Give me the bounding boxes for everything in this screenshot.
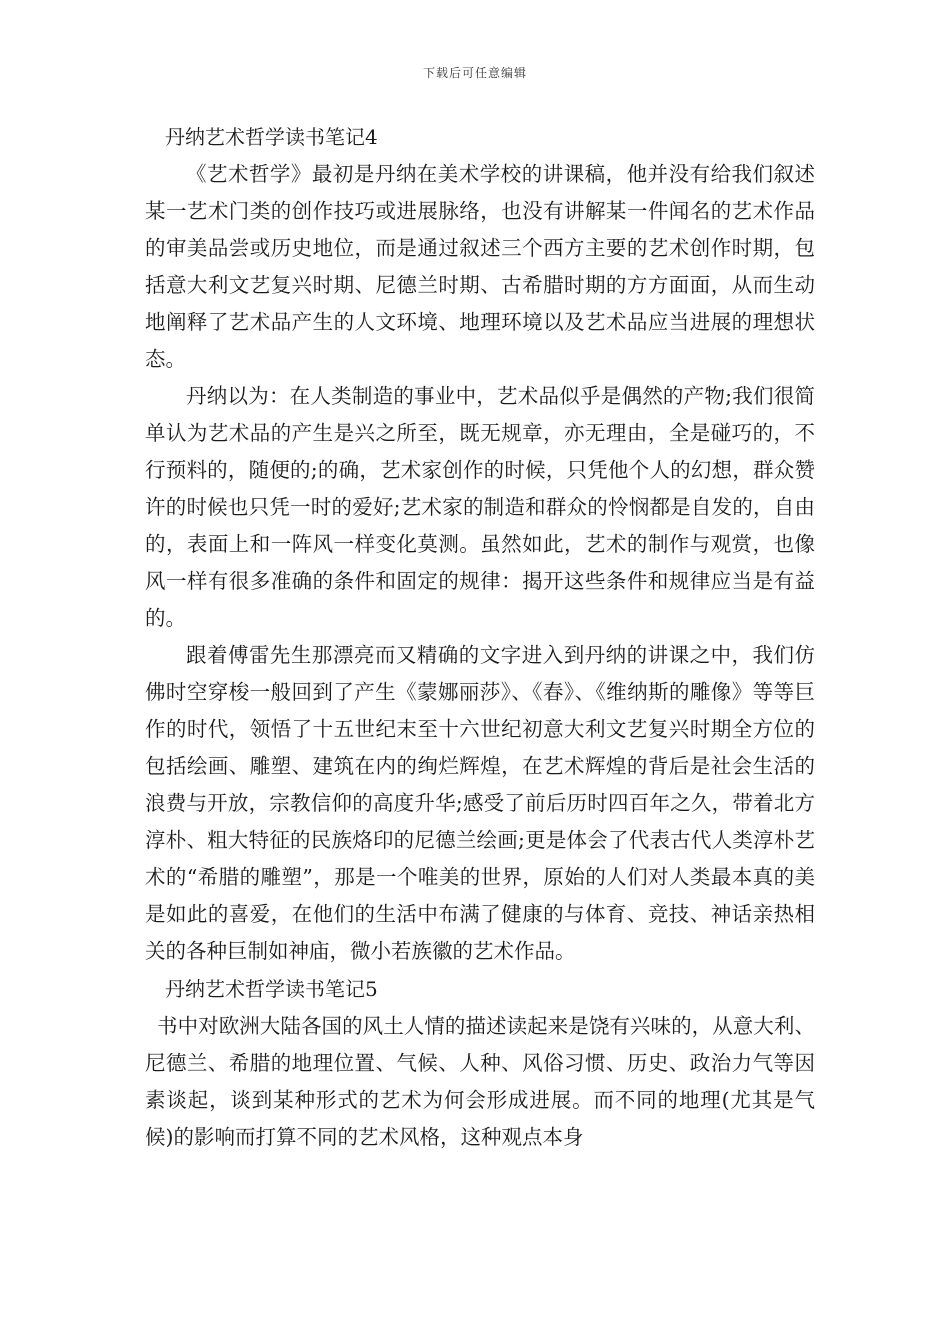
section-title-5: 丹纳艺术哲学读书笔记5 [165, 977, 378, 1001]
paragraph: 丹纳以为：在人类制造的事业中，艺术品似乎是偶然的产物;我们很简单认为艺术品的产生是兴之所至，既无规章，亦无理由，全是碰巧的，不行预料的，随便的;的确，艺术家创作的时候，只凭他个人的幻想，群众赞许的时候也只凭一时的爱好;艺术家的制造和群众的怜悯都是自发的，自由的，表面上和一阵风一样变化莫测。虽然如此，艺术的制作与观赏，也像风一样有很多准确的条件和固定的规律：揭开这些条件和规律应当是有益的。 [145, 384, 815, 630]
paragraph: 《艺术哲学》最初是丹纳在美术学校的讲课稿，他并没有给我们叙述某一艺术门类的创作技巧或进展脉络，也没有讲解某一件闻名的艺术作品的审美品尝或历史地位，而是通过叙述三个西方主要的艺术创作时期，包括意大利文艺复兴时期、尼德兰时期、古希腊时期的方方面面，从而生动地阐释了艺术品产生的人文环境、地理环境以及艺术品应当进展的理想状态。 [145, 162, 815, 371]
paragraph: 书中对欧洲大陆各国的风土人情的描述读起来是饶有兴味的，从意大利、尼德兰、希腊的地理位置、气候、人种、风俗习惯、历史、政治力气等因素谈起，谈到某种形式的艺术为何会形成进展。而不同的地理(尤其是气候)的影响而打算不同的艺术风格，这种观点本身 [145, 1014, 815, 1149]
section-title-4: 丹纳艺术哲学读书笔记4 [165, 125, 378, 149]
paragraph: 跟着傅雷先生那漂亮而又精确的文字进入到丹纳的讲课之中，我们仿佛时空穿梭一般回到了产生《蒙娜丽莎》、《春》、《维纳斯的雕像》等等巨作的时代，领悟了十五世纪末至十六世纪初意大利文艺复兴时期全方位的包括绘画、雕塑、建筑在内的绚烂辉煌，在艺术辉煌的背后是社会生活的浪费与开放，宗教信仰的高度升华;感受了前后历时四百年之久，带着北方淳朴、粗大特征的民族烙印的尼德兰绘画;更是体会了代表古代人类淳朴艺术的“希腊的雕塑”，那是一个唯美的世界，原始的人们对人类最本真的美是如此的喜爱，在他们的生活中布满了健康的与体育、竞技、神话亲热相关的各种巨制如神庙，微小若族徽的艺术作品。 [145, 643, 815, 963]
document-body [145, 118, 815, 1156]
page-header: 下载后可任意编辑 [422, 66, 527, 80]
